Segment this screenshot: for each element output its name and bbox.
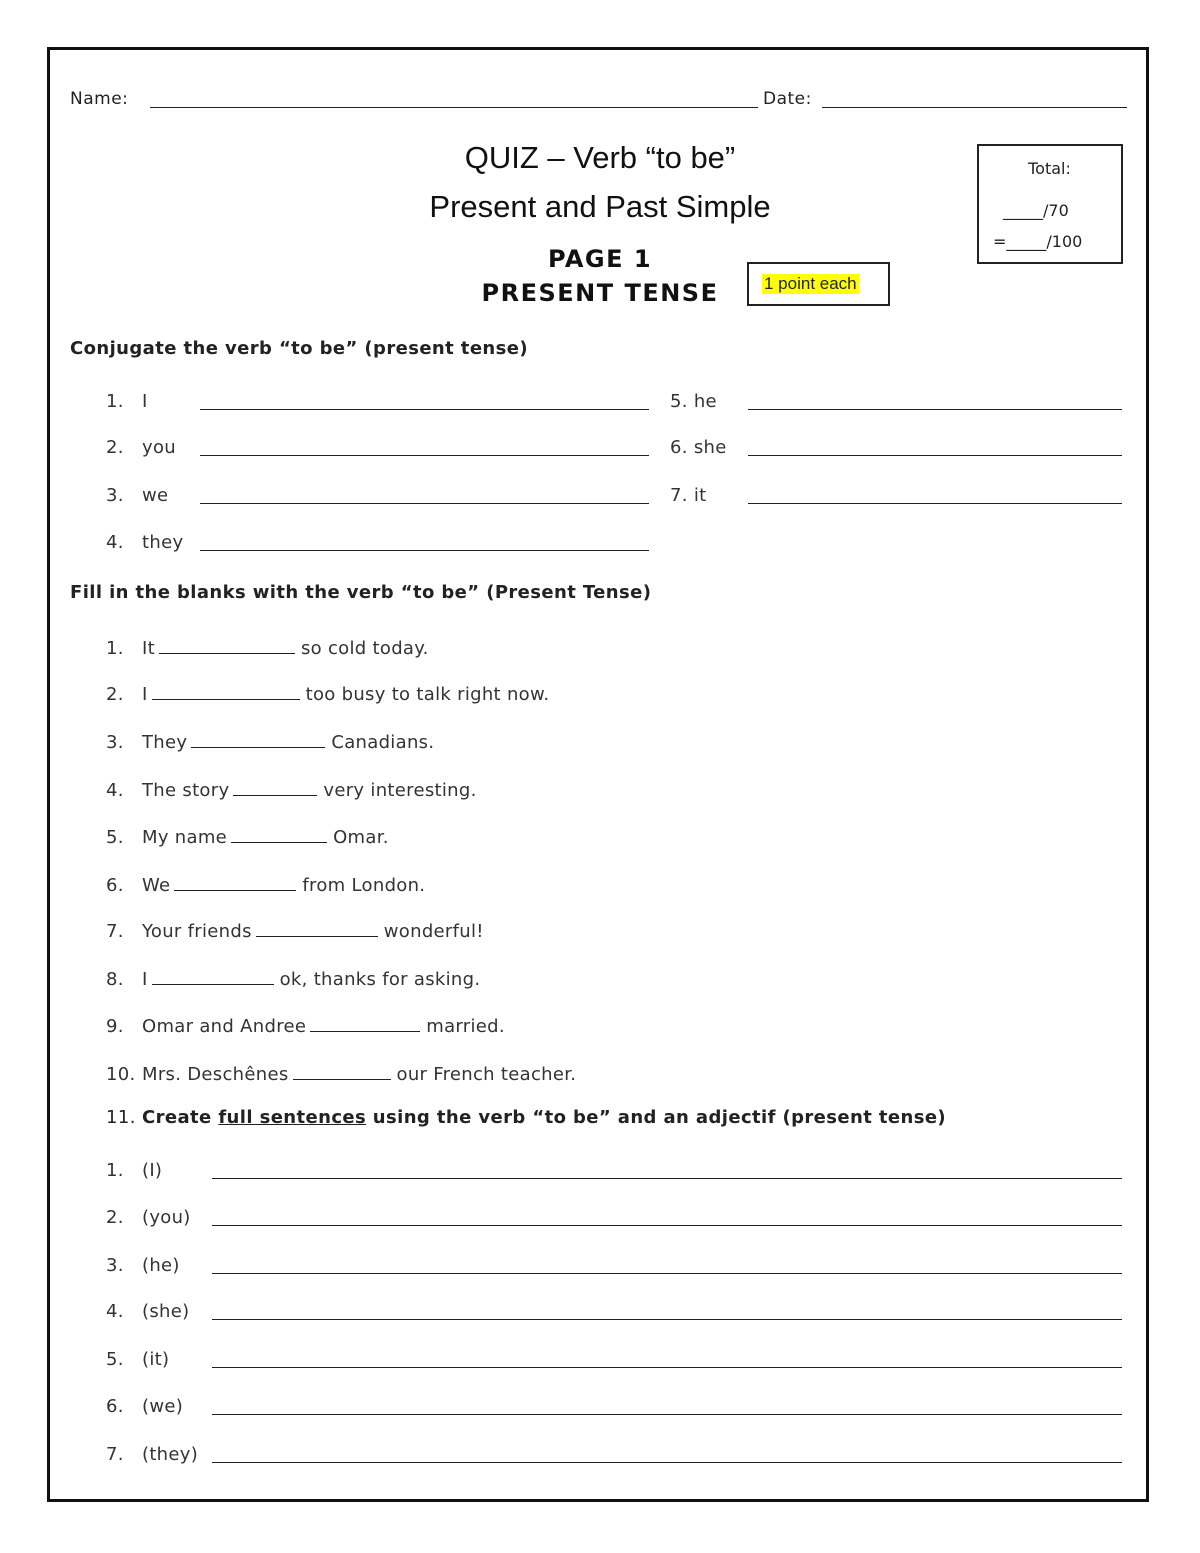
points-note: 1 point each (764, 274, 857, 293)
sentence-item: 2. (you) (106, 1207, 191, 1228)
fill-blank-item: 9. Omar and Andree married. (106, 1013, 505, 1037)
sentence-answer-line[interactable] (212, 1319, 1122, 1320)
name-label: Name: (70, 89, 129, 109)
fill-blank-item: 4. The story very interesting. (106, 777, 477, 801)
score-out-of-70: _____/70 (1003, 201, 1069, 220)
fill-blank-item: 2. I too busy to talk right now. (106, 681, 549, 705)
fill-blank[interactable] (293, 1061, 391, 1080)
fill-blank[interactable] (233, 777, 317, 796)
sentence-answer-line[interactable] (212, 1367, 1122, 1368)
conjugate-item: 1. I (106, 391, 148, 412)
conjugate-answer-line[interactable] (748, 409, 1122, 410)
fill-blank[interactable] (152, 966, 274, 985)
tense-heading: PRESENT TENSE (481, 279, 719, 307)
fill-blank-item: 5. My name Omar. (106, 824, 389, 848)
fill-blank[interactable] (159, 635, 295, 654)
fill-blank[interactable] (256, 918, 378, 937)
fill-blank[interactable] (231, 824, 327, 843)
sentence-answer-line[interactable] (212, 1273, 1122, 1274)
fill-blank-item: 3. They Canadians. (106, 729, 434, 753)
fill-blank-item: 10. Mrs. Deschênes our French teacher. (106, 1061, 576, 1085)
conjugate-answer-line[interactable] (200, 409, 649, 410)
date-label: Date: (763, 89, 812, 109)
fill-blank-item: 6. We from London. (106, 872, 425, 896)
fill-blank-item: 8. I ok, thanks for asking. (106, 966, 480, 990)
conjugate-item: 3. we (106, 485, 169, 506)
sentence-answer-line[interactable] (212, 1178, 1122, 1179)
sentence-item: 3. (he) (106, 1255, 180, 1276)
sentence-item: 1. (I) (106, 1160, 163, 1181)
page-number: PAGE 1 (547, 245, 653, 273)
total-label: Total: (1028, 159, 1071, 178)
fill-blank[interactable] (152, 681, 300, 700)
conjugate-answer-line[interactable] (200, 503, 649, 504)
fill-blank-item: 1. It so cold today. (106, 635, 429, 659)
quiz-title: QUIZ – Verb “to be” (464, 140, 736, 175)
total-score-box (977, 144, 1123, 264)
fill-blank-item: 7. Your friends wonderful! (106, 918, 484, 942)
conjugate-item: 7. it (670, 485, 707, 506)
sentence-answer-line[interactable] (212, 1462, 1122, 1463)
sentence-answer-line[interactable] (212, 1414, 1122, 1415)
sentence-item: 5. (it) (106, 1349, 170, 1370)
conjugate-answer-line[interactable] (748, 455, 1122, 456)
conjugate-answer-line[interactable] (200, 550, 649, 551)
conjugate-answer-line[interactable] (200, 455, 649, 456)
sentence-item: 7. (they) (106, 1444, 199, 1465)
section1-heading: Conjugate the verb “to be” (present tense) (70, 338, 528, 359)
date-field[interactable] (822, 107, 1127, 108)
points-note-box (747, 262, 890, 306)
sentence-item: 6. (we) (106, 1396, 184, 1417)
sentence-answer-line[interactable] (212, 1225, 1122, 1226)
conjugate-answer-line[interactable] (748, 503, 1122, 504)
fill-blank[interactable] (174, 872, 296, 891)
fill-blank[interactable] (191, 729, 325, 748)
conjugate-item: 6. she (670, 437, 727, 458)
quiz-subtitle: Present and Past Simple (429, 189, 771, 224)
section3-heading: 11. Create full sentences using the verb “to be” and an adjectif (present tense) (106, 1107, 947, 1128)
conjugate-item: 5. he (670, 391, 717, 412)
conjugate-item: 2. you (106, 437, 176, 458)
name-field[interactable] (150, 107, 758, 108)
conjugate-item: 4. they (106, 532, 184, 553)
score-out-of-100: =_____/100 (993, 232, 1083, 251)
section2-heading: Fill in the blanks with the verb “to be” (Present Tense) (70, 582, 652, 603)
fill-blank[interactable] (310, 1013, 420, 1032)
sentence-item: 4. (she) (106, 1301, 190, 1322)
